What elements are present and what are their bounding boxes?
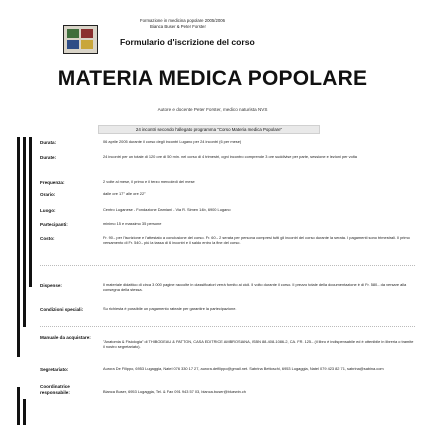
decor-line <box>17 387 20 425</box>
course-title: MATERIA MEDICA POPOLARE <box>57 67 368 90</box>
row-label-frequenza: Frequenza: <box>40 180 65 185</box>
row-label-coordinatrice: Coordinatrice responsabile: <box>40 384 70 395</box>
row-text-segretariato: Aurora De Filippo, 6953 Lugaggia, Natel 076 330 17 27, aurora.defilippo@gmail.net. Sabrina Bettoschi, 6953 Lugaggia, Natel 079 423 82 71, sabrina@sabina.com <box>103 366 384 371</box>
decor-line <box>23 137 26 327</box>
course-authors: Autore e docente Peter Forster, medico naturista NVS <box>157 107 268 112</box>
header-line-1: Formazione in medicina popolare 2005/2006 <box>140 18 226 23</box>
decor-line <box>29 137 32 287</box>
row-label-dispense: Dispense: <box>40 283 62 288</box>
row-text-frequenza: 2 volte al mese, il primo e il terzo mercoledì del mese <box>103 179 195 184</box>
row-label-durata: Durata: <box>40 140 57 145</box>
left-decoration <box>17 137 33 425</box>
header-line-2: Bianca Buser & Peter Forster <box>150 24 206 29</box>
row-text-coordinatrice: Bianca Buser, 6953 Lugaggia, Tel. & Fax 091 943 57 03, bianca.buser@bluewin.ch <box>103 389 246 394</box>
decor-line <box>17 137 20 357</box>
decor-line <box>23 399 26 425</box>
row-text-partecipanti: minimo 15 e massimo 35 persone <box>103 221 162 226</box>
divider <box>40 265 415 266</box>
row-label-partecipanti: Partecipanti: <box>40 222 68 227</box>
row-text-dispense: Il materiale didattico di circa 3 000 pagine raccolte in classificatori verrà fornito ai cicli. Il volto durante il corso. Il prezzo totale della documentazione è di Fr. 580.- da versare alla consegna della stessa. <box>103 282 407 292</box>
form-title: Formulario d'iscrizione del corso <box>120 37 255 47</box>
row-label-durate: Durate: <box>40 155 57 160</box>
course-logo <box>63 25 98 54</box>
divider <box>40 326 415 327</box>
program-note: 24 incontri secondo l'allegato programma "Corso Materia medica Popolare" <box>98 125 320 134</box>
row-label-condizioni: Condizioni speciali: <box>40 307 84 312</box>
row-label-manuale: Manuale da acquistare: <box>40 335 91 340</box>
row-label-orario: Orario: <box>40 192 56 197</box>
row-text-condizioni: Su richiesta è possibile un pagamento rateale per garantire la partecipazione. <box>103 306 237 311</box>
row-text-costo: Fr. 90.- per l'iscrizione e l'attestato a conclusione del corso. Fr. 60.- 2 serata per persona compresi tutti gli incontri del corso durante la serata. I pagamenti sono trimestrali. Il primo versamento di Fr. 540.- più la tassa di 6 incontri e il saldo entro la fine del corso. <box>103 235 410 245</box>
row-text-manuale: "Anatomia & Fisiologia" di THIBODEAU & PATTON, CASA EDITRICE AMBROSIANA, ISBN 88-408-1086-2, CA. FR. 125.- (il libro è indispensabile ed è ottenibile in libreria o tramite il nostro segretariato). <box>103 339 414 349</box>
row-text-luogo: Centro Luganese - Fondazione Damiani - Via R. Simen 14b, 6900 Lugano <box>103 207 231 212</box>
row-label-luogo: Luogo: <box>40 208 56 213</box>
row-label-segretariato: Segretariato: <box>40 367 69 372</box>
row-text-durata: 06 aprile 2005 durante il corso degli incontri Lugano per 24 incontri (6 per mese) <box>103 139 242 144</box>
row-text-orario: dalle ore 17° alle ore 22° <box>103 191 146 196</box>
row-label-costo: Costo: <box>40 236 55 241</box>
row-text-durate: 24 incontri per un totale di 120 ore di 50 min. nel corso di 4 trimestri, ogni incontro comprende 3 ore suddivise per parte, sessione e lezioni per volta <box>103 154 357 159</box>
